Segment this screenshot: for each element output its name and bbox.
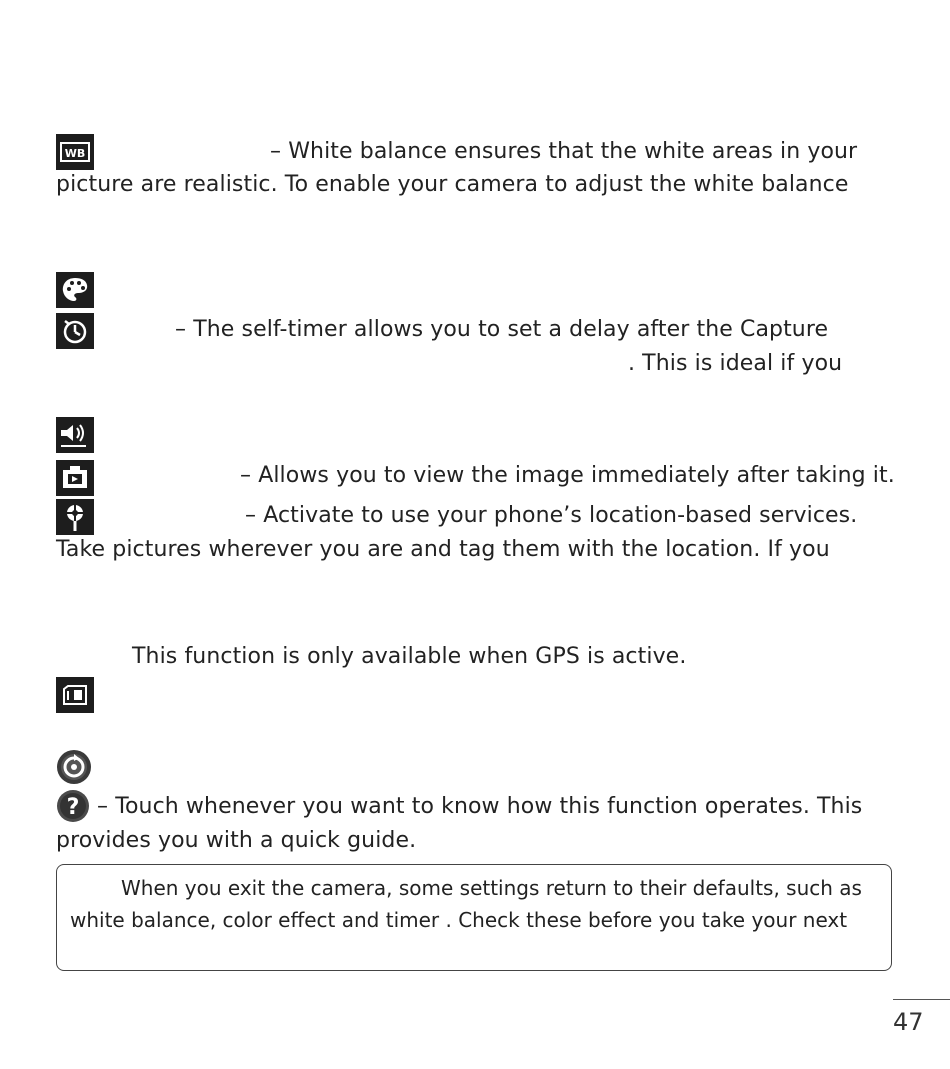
page-number-rule	[893, 999, 950, 1000]
geotag-desc-line2: Take pictures wherever you are and tag them with the location. If you	[56, 537, 830, 562]
note-line1: When you exit the camera, some settings return to their defaults, such as	[121, 876, 862, 900]
help-icon	[56, 789, 90, 823]
timer-icon	[56, 313, 94, 349]
auto-review-desc: – Allows you to view the image immediately after taking it.	[240, 463, 895, 488]
white-balance-desc-line1: – White balance ensures that the white areas in your	[270, 139, 858, 164]
geotag-icon	[56, 499, 94, 535]
help-desc-line2: provides you with a quick guide.	[56, 828, 417, 853]
auto-review-icon	[56, 460, 94, 496]
page-number: 47	[893, 1008, 924, 1036]
note-line2: white balance, color effect and timer . Check these before you take your next	[70, 908, 848, 932]
reset-icon	[56, 749, 92, 785]
white-balance-desc-line2: picture are realistic. To enable your camera to adjust the white balance	[56, 172, 849, 197]
geotag-gps-note: This function is only available when GPS is active.	[132, 644, 687, 669]
svg-text:?: ?	[66, 795, 80, 820]
geotag-desc-line1: – Activate to use your phone’s location-based services.	[245, 503, 858, 528]
timer-desc-line1: – The self-timer allows you to set a delay after the Capture	[175, 317, 829, 342]
white-balance-icon	[56, 134, 94, 170]
help-desc-line1: – Touch whenever you want to know how this function operates. This	[97, 794, 863, 819]
shutter-sound-icon	[56, 417, 94, 453]
timer-desc-line2: . This is ideal if you	[628, 351, 843, 376]
storage-icon	[56, 677, 94, 713]
svg-text:WB: WB	[64, 147, 86, 160]
note-box	[56, 864, 892, 971]
palette-icon	[56, 272, 94, 308]
